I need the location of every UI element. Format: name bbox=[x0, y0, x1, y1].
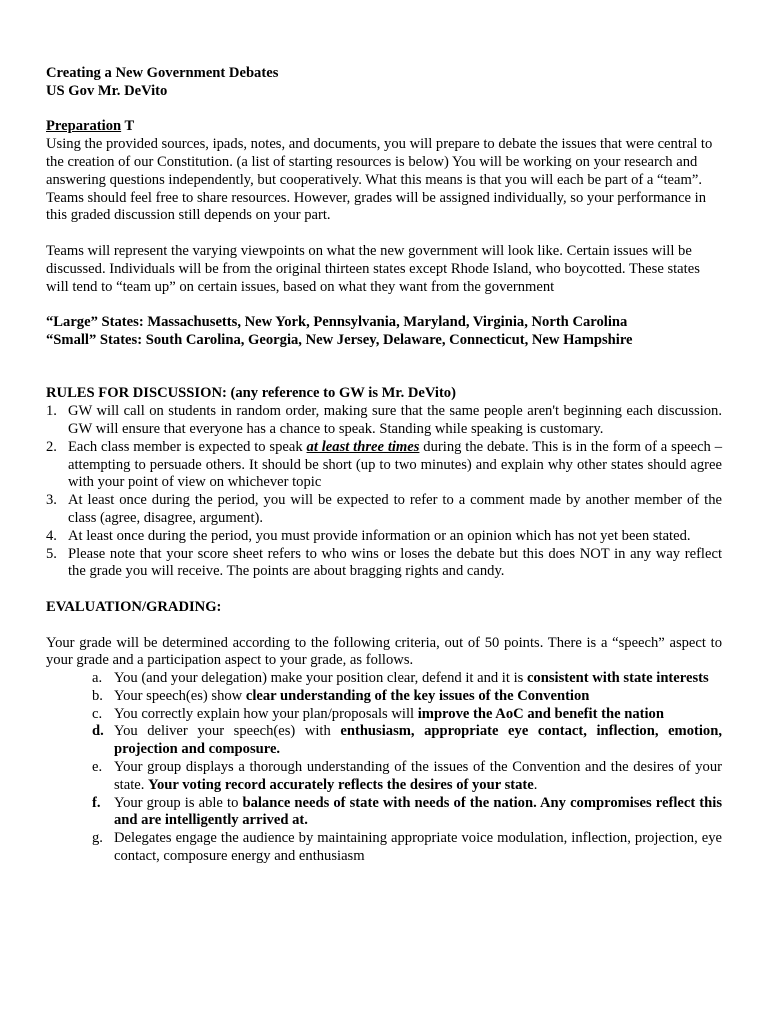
rules-heading: RULES FOR DISCUSSION: (any reference to GW is Mr. DeVito) bbox=[46, 385, 456, 402]
evaluation-intro: Your grade will be determined according to the following criteria, out of 50 points. There is a “speech” aspect to your grade and a participation aspect to your grade, as follows. bbox=[46, 634, 722, 669]
document-title: Creating a New Government Debates bbox=[46, 65, 279, 81]
rules-list bbox=[46, 403, 722, 581]
preparation-paragraph: Using the provided sources, ipads, notes, and documents, you will prepare to debate the issues that were central to the creation of our Constitution. (a list of starting resources is below) You will be working on your research and answering questions independently, but cooperatively. What this means is that you will each be part of a “team”. Teams should feel free to share resources. However, grades will be assigned individually, so your performance in this graded discussion still depends on your part. bbox=[46, 136, 713, 224]
criteria-item bbox=[92, 706, 722, 724]
criteria-marker: c. bbox=[92, 705, 103, 722]
criteria-text: Your group displays a thorough understanding of the issues of the Convention and the desires of your state. bbox=[114, 759, 722, 793]
evaluation-heading: EVALUATION/GRADING: bbox=[46, 598, 222, 615]
criteria-text: . bbox=[533, 776, 538, 793]
criteria-text: You deliver your speech(es) with bbox=[114, 723, 341, 740]
preparation-heading-line bbox=[46, 118, 722, 136]
criteria-marker: d. bbox=[92, 723, 104, 740]
rule-text: Each class member is expected to speak bbox=[68, 438, 307, 455]
criteria-bold: improve the AoC and benefit the nation bbox=[417, 705, 664, 722]
rule-marker: 3. bbox=[46, 492, 57, 509]
rule-text: At least once during the period, you must provide information or an opinion which has not yet been stated. bbox=[68, 527, 691, 544]
criteria-bold: balance needs of state with needs of the nation. Any compromises reflect this and are intelligently arrived at. bbox=[114, 794, 722, 829]
criteria-bold: enthusiasm, appropriate eye contact, inflection, emotion, projection and composure. bbox=[114, 723, 722, 758]
rule-text: Please note that your score sheet refers to who wins or loses the debate but this does NOT in any way reflect the grade you will receive. The points are about bragging rights and candy. bbox=[68, 545, 722, 580]
criteria-text: Your group is able to bbox=[114, 794, 243, 811]
criteria-item bbox=[92, 830, 722, 866]
criteria-marker: f. bbox=[92, 794, 101, 811]
preparation-heading-suffix: T bbox=[121, 118, 135, 135]
rule-emphasis: at least three times bbox=[306, 438, 420, 455]
criteria-item bbox=[92, 723, 722, 759]
criteria-text: You correctly explain how your plan/proposals will bbox=[114, 705, 418, 722]
criteria-item bbox=[92, 759, 722, 795]
large-states-line: “Large” States: Massachusetts, New York, Pennsylvania, Maryland, Virginia, North Carolina bbox=[46, 314, 628, 331]
criteria-item bbox=[92, 688, 722, 706]
rule-item bbox=[46, 546, 722, 582]
criteria-text: Delegates engage the audience by maintaining appropriate voice modulation, inflection, projection, eye contact, composure energy and enthusiasm bbox=[114, 830, 722, 865]
criteria-text: Your speech(es) show bbox=[114, 687, 246, 704]
criteria-item bbox=[92, 670, 722, 688]
criteria-marker: e. bbox=[92, 759, 103, 776]
rule-marker: 1. bbox=[46, 403, 57, 420]
criteria-bold: consistent with state interests bbox=[526, 670, 709, 687]
small-states-line: “Small” States: South Carolina, Georgia, New Jersey, Delaware, Connecticut, New Hampshire bbox=[46, 331, 633, 348]
teams-paragraph: Teams will represent the varying viewpoints on what the new government will look like. Certain issues will be discussed. Individuals will be from the original thirteen states except Rhode Island, who boycotted. These states will tend to “team up” on certain issues, based on what they want from the government bbox=[46, 242, 700, 295]
preparation-heading: Preparation bbox=[46, 118, 122, 135]
rule-item bbox=[46, 528, 722, 546]
document-body bbox=[46, 65, 722, 866]
rule-marker: 2. bbox=[46, 438, 57, 455]
criteria-text: You (and your delegation) make your position clear, defend it and it is bbox=[114, 670, 527, 687]
rule-marker: 5. bbox=[46, 545, 57, 562]
criteria-item bbox=[92, 795, 722, 831]
criteria-marker: a. bbox=[92, 670, 103, 687]
rule-item bbox=[46, 492, 722, 528]
criteria-marker: g. bbox=[92, 830, 103, 847]
rule-item bbox=[46, 439, 722, 492]
rule-text: At least once during the period, you will be expected to refer to a comment made by another member of the class (agree, disagree, argument). bbox=[68, 492, 722, 526]
rule-text: GW will call on students in random order, making sure that the same people aren't beginning each discussion. GW will ensure that everyone has a chance to speak. Standing while speaking is customary. bbox=[68, 403, 722, 437]
document-subtitle: US Gov Mr. DeVito bbox=[46, 82, 168, 99]
rule-text: during the debate. This is in the form of a speech – attempting to persuade others. It should be short (up to two minutes) and explain why other states should agree with your point of view on whichever topic bbox=[68, 438, 722, 491]
criteria-list bbox=[92, 670, 722, 866]
criteria-marker: b. bbox=[92, 687, 103, 704]
rule-marker: 4. bbox=[46, 527, 57, 544]
rule-item bbox=[46, 403, 722, 439]
criteria-bold: clear understanding of the key issues of the Convention bbox=[245, 687, 590, 704]
criteria-bold: Your voting record accurately reflects the desires of your state bbox=[148, 776, 534, 793]
